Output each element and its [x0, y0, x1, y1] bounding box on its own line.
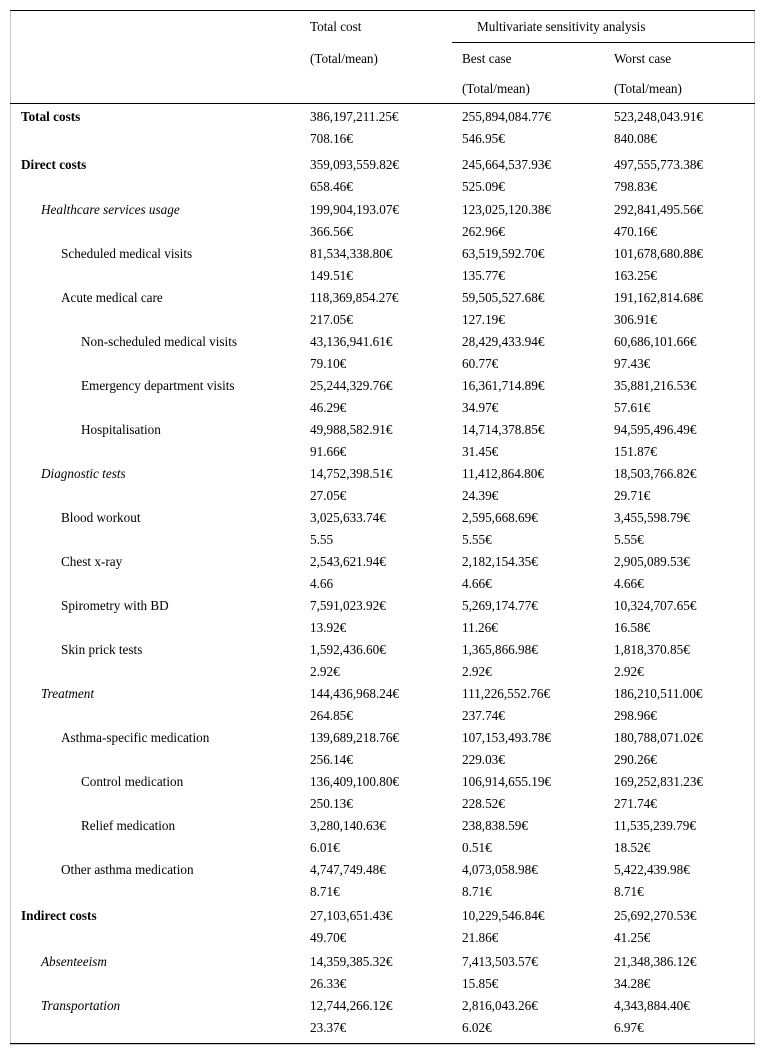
cell-best: 111,226,552.76€ — [462, 686, 551, 701]
cell-worst: 169,252,831.23€ — [614, 774, 704, 789]
cell-total-mean: 8.71€ — [310, 884, 340, 899]
cell-worst: 101,678,680.88€ — [614, 246, 704, 261]
cell-total-mean: 5.55 — [310, 532, 334, 547]
cell-worst-mean: 290.26€ — [614, 752, 657, 767]
row-label: Emergency department visits — [81, 378, 235, 393]
cell-total-mean: 6.01€ — [310, 840, 340, 855]
cell-worst-mean: 6.97€ — [614, 1020, 644, 1035]
cell-worst-mean: 34.28€ — [614, 976, 651, 991]
cell-best: 1,365,866.98€ — [462, 642, 538, 657]
cell-total-mean: 658.46€ — [310, 179, 353, 194]
cell-best: 14,714,378.85€ — [462, 422, 545, 437]
cell-best: 107,153,493.78€ — [462, 730, 552, 745]
cell-worst: 5,422,439.98€ — [614, 862, 690, 877]
cell-total: 386,197,211.25€ — [310, 109, 399, 124]
cell-best: 255,894,084.77€ — [462, 109, 552, 124]
cell-total-mean: 149.51€ — [310, 268, 353, 283]
cell-total: 118,369,854.27€ — [310, 290, 399, 305]
cell-worst-mean: 271.74€ — [614, 796, 657, 811]
cell-worst: 4,343,884.40€ — [614, 998, 690, 1013]
header-total-mean: (Total/mean) — [310, 51, 378, 66]
cell-best-mean: 4.66€ — [462, 576, 492, 591]
header-rule — [10, 103, 755, 104]
cell-worst: 60,686,101.66€ — [614, 334, 697, 349]
cell-total: 199,904,193.07€ — [310, 202, 400, 217]
cell-best-mean: 2.92€ — [462, 664, 492, 679]
cell-worst-mean: 798.83€ — [614, 179, 657, 194]
cell-total-mean: 708.16€ — [310, 131, 353, 146]
cell-worst-mean: 5.55€ — [614, 532, 644, 547]
cell-total: 12,744,266.12€ — [310, 998, 393, 1013]
header-total-cost: Total cost — [310, 19, 362, 34]
cell-total: 3,280,140.63€ — [310, 818, 386, 833]
cell-worst-mean: 470.16€ — [614, 224, 657, 239]
top-rule — [10, 10, 755, 11]
msa-rule — [452, 42, 755, 43]
cell-total-mean: 49.70€ — [310, 930, 347, 945]
cell-best: 2,816,043.26€ — [462, 998, 538, 1013]
cell-worst: 292,841,495.56€ — [614, 202, 704, 217]
row-label: Total costs — [21, 109, 81, 124]
cell-worst: 191,162,814.68€ — [614, 290, 704, 305]
row-label: Direct costs — [21, 157, 87, 172]
cell-total-mean: 23.37€ — [310, 1020, 347, 1035]
cell-worst-mean: 18.52€ — [614, 840, 651, 855]
cell-worst-mean: 151.87€ — [614, 444, 657, 459]
cell-best-mean: 15.85€ — [462, 976, 499, 991]
cell-total: 359,093,559.82€ — [310, 157, 400, 172]
cell-worst-mean: 163.25€ — [614, 268, 657, 283]
cell-worst: 11,535,239.79€ — [614, 818, 696, 833]
cell-best: 5,269,174.77€ — [462, 598, 538, 613]
cell-worst: 180,788,071.02€ — [614, 730, 704, 745]
header-best-case: Best case — [462, 51, 512, 66]
cell-worst: 3,455,598.79€ — [614, 510, 690, 525]
row-label: Treatment — [41, 686, 94, 701]
cell-best-mean: 525.09€ — [462, 179, 505, 194]
cell-total: 14,752,398.51€ — [310, 466, 393, 481]
cell-worst: 94,595,496.49€ — [614, 422, 697, 437]
row-label: Absenteeism — [41, 954, 107, 969]
cell-total: 1,592,436.60€ — [310, 642, 386, 657]
cell-total: 4,747,749.48€ — [310, 862, 386, 877]
cell-best: 106,914,655.19€ — [462, 774, 552, 789]
cell-best: 123,025,120.38€ — [462, 202, 552, 217]
cell-total-mean: 26.33€ — [310, 976, 347, 991]
cell-total: 136,409,100.80€ — [310, 774, 400, 789]
row-label: Spirometry with BD — [61, 598, 169, 613]
cell-best-mean: 6.02€ — [462, 1020, 492, 1035]
cell-best: 63,519,592.70€ — [462, 246, 545, 261]
cell-best: 245,664,537.93€ — [462, 157, 552, 172]
cell-best: 10,229,546.84€ — [462, 908, 545, 923]
row-label: Transportation — [41, 998, 121, 1013]
cell-worst: 497,555,773.38€ — [614, 157, 704, 172]
cell-total-mean: 217.05€ — [310, 312, 353, 327]
header-worst-case: Worst case — [614, 51, 672, 66]
cell-total: 139,689,218.76€ — [310, 730, 400, 745]
cell-worst: 2,905,089.53€ — [614, 554, 690, 569]
cell-worst-mean: 41.25€ — [614, 930, 651, 945]
cell-best-mean: 228.52€ — [462, 796, 505, 811]
cell-total-mean: 256.14€ — [310, 752, 353, 767]
header-msa: Multivariate sensitivity analysis — [477, 19, 646, 34]
cell-worst: 21,348,386.12€ — [614, 954, 697, 969]
cell-total: 25,244,329.76€ — [310, 378, 393, 393]
row-label: Control medication — [81, 774, 184, 789]
cell-best: 16,361,714.89€ — [462, 378, 545, 393]
cell-worst-mean: 97.43€ — [614, 356, 651, 371]
row-label: Skin prick tests — [61, 642, 143, 657]
cell-total-mean: 46.29€ — [310, 400, 347, 415]
row-label: Indirect costs — [21, 908, 97, 923]
cell-best-mean: 5.55€ — [462, 532, 492, 547]
row-label: Blood workout — [61, 510, 141, 525]
cell-best: 59,505,527.68€ — [462, 290, 545, 305]
cell-worst-mean: 298.96€ — [614, 708, 657, 723]
cell-best: 2,182,154.35€ — [462, 554, 538, 569]
cell-total: 144,436,968.24€ — [310, 686, 400, 701]
cell-best: 11,412,864.80€ — [462, 466, 544, 481]
cell-worst: 10,324,707.65€ — [614, 598, 697, 613]
cell-total: 14,359,385.32€ — [310, 954, 393, 969]
cell-best-mean: 21.86€ — [462, 930, 499, 945]
cell-worst-mean: 8.71€ — [614, 884, 644, 899]
cell-worst: 25,692,270.53€ — [614, 908, 697, 923]
cell-best: 7,413,503.57€ — [462, 954, 538, 969]
cell-total: 49,988,582.91€ — [310, 422, 393, 437]
cell-worst: 523,248,043.91€ — [614, 109, 704, 124]
cell-best-mean: 60.77€ — [462, 356, 499, 371]
header-worst-mean: (Total/mean) — [614, 81, 682, 96]
cell-worst-mean: 2.92€ — [614, 664, 644, 679]
cell-best-mean: 229.03€ — [462, 752, 505, 767]
cell-best-mean: 8.71€ — [462, 884, 492, 899]
cell-total: 2,543,621.94€ — [310, 554, 386, 569]
cell-total: 81,534,338.80€ — [310, 246, 393, 261]
cell-total-mean: 79.10€ — [310, 356, 347, 371]
row-label: Scheduled medical visits — [61, 246, 193, 261]
header-best-mean: (Total/mean) — [462, 81, 530, 96]
cell-best-mean: 24.39€ — [462, 488, 499, 503]
cell-best-mean: 237.74€ — [462, 708, 505, 723]
cell-best: 28,429,433.94€ — [462, 334, 545, 349]
cell-total-mean: 4.66 — [310, 576, 334, 591]
cell-total-mean: 27.05€ — [310, 488, 347, 503]
cell-total-mean: 250.13€ — [310, 796, 353, 811]
cell-worst: 18,503,766.82€ — [614, 466, 697, 481]
row-label: Non-scheduled medical visits — [81, 334, 238, 349]
row-label: Asthma-specific medication — [61, 730, 210, 745]
cell-total-mean: 2.92€ — [310, 664, 340, 679]
cell-total: 3,025,633.74€ — [310, 510, 386, 525]
cell-best: 2,595,668.69€ — [462, 510, 538, 525]
cell-worst-mean: 16.58€ — [614, 620, 651, 635]
cell-total-mean: 264.85€ — [310, 708, 353, 723]
row-label: Hospitalisation — [81, 422, 161, 437]
cell-best-mean: 34.97€ — [462, 400, 499, 415]
cell-best-mean: 546.95€ — [462, 131, 505, 146]
bottom-rule — [10, 1043, 755, 1044]
cell-best-mean: 0.51€ — [462, 840, 492, 855]
cell-total-mean: 91.66€ — [310, 444, 347, 459]
row-label: Other asthma medication — [61, 862, 194, 877]
cell-worst-mean: 29.71€ — [614, 488, 651, 503]
cell-total: 43,136,941.61€ — [310, 334, 393, 349]
row-label: Diagnostic tests — [41, 466, 126, 481]
row-label: Healthcare services usage — [41, 202, 180, 217]
cell-best-mean: 127.19€ — [462, 312, 505, 327]
cell-best-mean: 11.26€ — [462, 620, 498, 635]
cell-best-mean: 31.45€ — [462, 444, 499, 459]
cell-worst-mean: 306.91€ — [614, 312, 657, 327]
row-label: Acute medical care — [61, 290, 163, 305]
cell-worst-mean: 57.61€ — [614, 400, 651, 415]
cell-worst-mean: 4.66€ — [614, 576, 644, 591]
cell-best: 4,073,058.98€ — [462, 862, 538, 877]
row-label: Relief medication — [81, 818, 176, 833]
row-label: Chest x-ray — [61, 554, 123, 569]
cell-total: 7,591,023.92€ — [310, 598, 386, 613]
cell-worst-mean: 840.08€ — [614, 131, 657, 146]
cell-best-mean: 262.96€ — [462, 224, 505, 239]
cell-best-mean: 135.77€ — [462, 268, 505, 283]
cell-best: 238,838.59€ — [462, 818, 528, 833]
cell-worst: 1,818,370.85€ — [614, 642, 690, 657]
cell-total: 27,103,651.43€ — [310, 908, 393, 923]
cell-total-mean: 13.92€ — [310, 620, 347, 635]
cell-worst: 186,210,511.00€ — [614, 686, 703, 701]
cell-total-mean: 366.56€ — [310, 224, 353, 239]
cell-worst: 35,881,216.53€ — [614, 378, 697, 393]
